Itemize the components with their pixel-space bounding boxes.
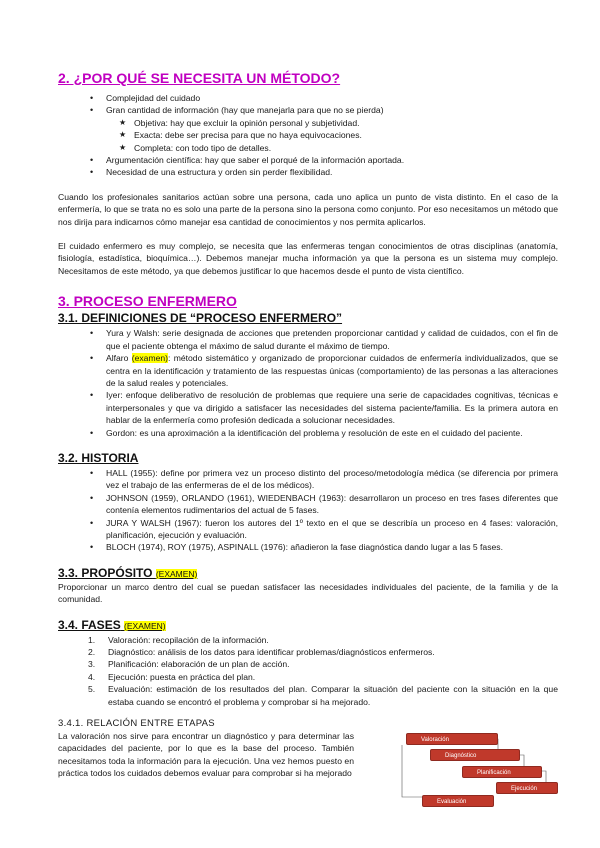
- list-item: [88, 634, 558, 646]
- item-number: 3.: [88, 659, 96, 670]
- item-text: Evaluación: estimación de los resultados del plan. Comparar la situación del paciente con la situación en la que estaba cuando se encontró el problema y comprobar si ha mejorado.: [108, 684, 558, 707]
- purpose-title: [58, 566, 558, 581]
- step-ejecucion: Ejecución: [496, 782, 558, 794]
- item-number: 1.: [88, 634, 96, 645]
- step-planificacion: Planificación: [462, 766, 542, 778]
- definition-text: : método sistemático y organizado de proporcionar cuidados de enfermería individualizados, que se centra en la identificación y tratamiento de las respuestas únicas (comportamiento) de las personas a las alteraciones de la salud reales y potenciales.: [106, 353, 558, 388]
- phases-title-text: 3.4. FASES: [58, 617, 121, 632]
- list-item: • Gordon: es una aproximación a la identificación del problema y resolución de este en el cuidado del paciente.: [106, 427, 558, 439]
- list-item-text: Gran cantidad de información (hay que manejarla para que no se pierda): [106, 105, 384, 116]
- paragraph: La valoración nos sirve para encontrar un diagnóstico y para determinar las capacidades del paciente, por lo que es la base del proceso. También necesitamos toda la información para la ejecución. Una vez hemos puesto en práctica todos los cuidados debemos evaluar para comprobar si ha mejorado: [58, 731, 354, 779]
- list-item: • Necesidad de una estructura y orden sin perder flexibilidad.: [106, 166, 558, 178]
- list-item: • HALL (1955): define por primera vez un proceso distinto del proceso/metodología médica (se diferencia por primera vez el trabajo de las enfermeras de el de los médicos).: [106, 467, 558, 492]
- item-text: Diagnóstico: análisis de los datos para identificar problemas/diagnósticos enfermeros.: [108, 647, 435, 657]
- phases-list: [58, 634, 558, 708]
- paragraph: El cuidado enfermero es muy complejo, se necesita que las enfermeras tengan conocimientos de otras disciplinas (anatomía, fisiología, estadística, bioquímica…). Debemos manejar mucha información ya que la persona es un sistema muy complejo. Necesitamos de este método, ya que debemos justificar lo que hacemos desde el punto de vista científico.: [58, 241, 558, 276]
- item-text: Valoración: recopilación de la información.: [108, 634, 269, 645]
- list-item: • JURA Y WALSH (1967): fueron los autores del 1º texto en el que se describía un proceso en 4 fases: valoración, planificación, ejecución y evaluación.: [106, 517, 558, 542]
- purpose-title-text: 3.3. PROPÓSITO: [58, 565, 153, 580]
- step-evaluacion: Evaluación: [422, 795, 494, 807]
- list-item: • BLOCH (1974), ROY (1975), ASPINALL (1976): añadieron la fase diagnóstica dando lugar a las 5 fases.: [106, 541, 558, 553]
- list-item: • Argumentación científica: hay que saber el porqué de la información aportada.: [106, 154, 558, 166]
- exam-highlight: (EXAMEN): [155, 568, 198, 579]
- paragraph: Cuando los profesionales sanitarios actúan sobre una persona, cada uno aplica un punto de vista distinto. En el caso de la enfermería, lo que se trata no es solo una parte de la persona sino la persona como conjunto. Por eso necesitamos un método que nos dirija para indicarnos cómo manejar esa cantidad de conocimientos y nos permita aplicarlos.: [58, 191, 558, 227]
- exam-highlight: (EXAMEN): [124, 620, 166, 631]
- list-item: • Complejidad del cuidado: [106, 92, 558, 104]
- list-item: ★ Objetiva: hay que excluir la opinión personal y subjetividad.: [134, 117, 558, 129]
- list-item: [88, 671, 558, 683]
- author-name: Alfaro: [106, 353, 132, 364]
- exam-highlight: (examen): [131, 353, 169, 364]
- item-text: Ejecución: puesta en práctica del plan.: [108, 671, 256, 682]
- list-item: • JOHNSON (1959), ORLANDO (1961), WIEDENBACH (1963): desarrollaron un proceso en tres fases diferentes que contenía elementos rudimentarios del actual de 5 fases.: [106, 492, 558, 517]
- section-2-title: 2. ¿POR QUÉ SE NECESITA UN MÉTODO?: [58, 70, 341, 86]
- list-item: [88, 683, 558, 708]
- section-3-title: 3. PROCESO ENFERMERO: [58, 293, 237, 310]
- list-item: [106, 352, 558, 389]
- phases-title: [58, 618, 558, 633]
- history-list: [58, 467, 558, 554]
- step-diagnostico: Diagnóstico: [430, 749, 520, 761]
- list-item: ★ Exacta: debe ser precisa para que no haya equivocaciones.: [134, 129, 558, 141]
- item-number: 2.: [88, 647, 96, 657]
- history-title: 3.2. HISTORIA: [58, 450, 139, 465]
- phases-diagram: [392, 731, 564, 817]
- list-item: [106, 104, 558, 154]
- connector-line: [402, 745, 422, 797]
- item-text: Planificación: elaboración de un plan de acción.: [108, 659, 290, 670]
- item-number: 4.: [88, 671, 96, 682]
- list-item: [88, 646, 558, 658]
- list-item: • Yura y Walsh: serie designada de acciones que pretenden proporcionar cantidad y calidad de cuidados, con el fin de que el paciente obtenga el máximo de salud durante el máximo de tiempo.: [106, 327, 558, 352]
- paragraph: Proporcionar un marco dentro del cual se puedan satisfacer las necesidades individuales del paciente, de la familia y de la comunidad.: [58, 581, 558, 605]
- document-page: [58, 70, 558, 780]
- reasons-list: [58, 92, 558, 179]
- definitions-list: [58, 327, 558, 439]
- relation-title: 3.4.1. RELACIÓN ENTRE ETAPAS: [58, 718, 215, 730]
- list-item: • Iyer: enfoque deliberativo de resolución de problemas que requiere una serie de capacidades cognitivas, técnicas e interpersonales y que va dirigido a satisfacer las necesidades del sistema paciente/familia. Es la primera autora en hablar de la enfermería como profesión dedicada a solucionar necesidades.: [106, 389, 558, 426]
- item-number: 5.: [88, 684, 96, 695]
- list-item: ★ Completa: con todo tipo de detalles.: [134, 142, 558, 154]
- list-item: [88, 658, 558, 670]
- definitions-title: 3.1. DEFINICIONES DE “PROCESO ENFERMERO”: [58, 311, 343, 326]
- step-valoracion: Valoración: [406, 733, 498, 745]
- info-qualities-list: [106, 117, 558, 154]
